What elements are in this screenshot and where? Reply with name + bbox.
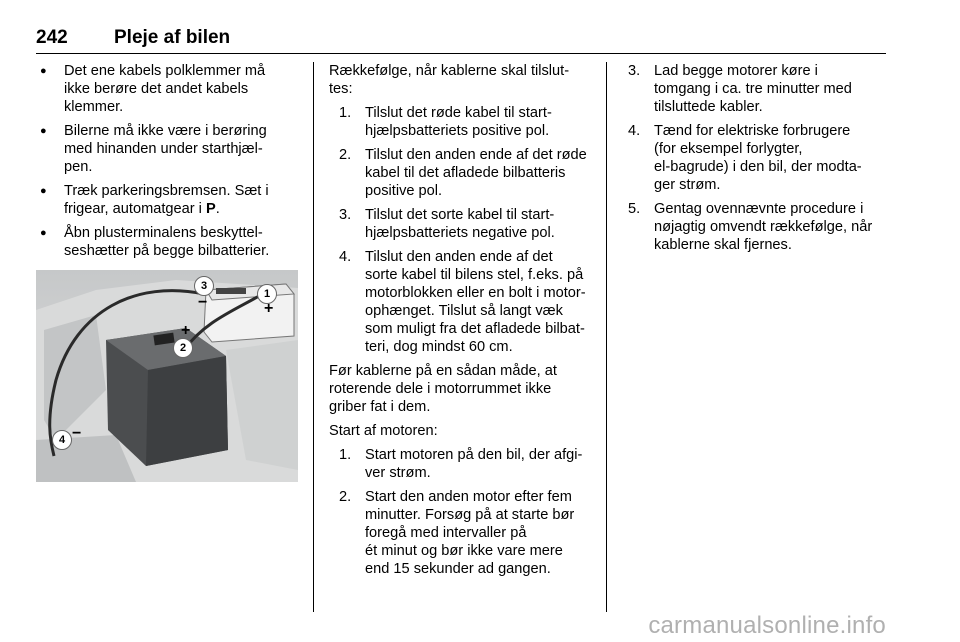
bullet-dot-icon: ● bbox=[40, 227, 47, 239]
plus-icon: + bbox=[264, 300, 274, 317]
list-item: 3. Tilslut det sorte kabel til start- hjælpsbatteriets negative pol. bbox=[339, 207, 555, 241]
list-item: 3. Lad begge motorer køre i tomgang i ca. tre minutter med tilsluttede kabler. bbox=[628, 63, 852, 115]
callout-3: 3 bbox=[194, 276, 214, 296]
section-title: Pleje af bilen bbox=[114, 27, 231, 48]
start-heading: Start af motoren: bbox=[329, 423, 438, 439]
engine-bay-drawing bbox=[36, 270, 298, 482]
column-2 bbox=[329, 62, 593, 584]
list-item: 2. Start den anden motor efter fem minutter. Forsøg på at starte bør foregå med intervaller på ét minut og bør ikke vare mere end 15 sekunder ad gangen. bbox=[339, 489, 575, 577]
list-item: 4. Tilslut den anden ende af det sorte kabel til bilens stel, f.eks. på motorblokken eller en bolt i motor- ophænget. Tilslut så langt væk som muligt fra det afladede bilbat- teri, dog mindst 60 cm. bbox=[339, 249, 586, 355]
column-divider-2 bbox=[606, 62, 607, 612]
list-item: 4. Tænd for elektriske forbrugere (for eksempel forlygter, el-bagrude) i den bil, der modta- ger strøm. bbox=[628, 123, 862, 193]
page-number: 242 bbox=[36, 27, 68, 48]
page-header bbox=[36, 27, 886, 53]
note-paragraph: Før kablerne på en sådan måde, at roterende dele i motorrummet ikke griber fat i dem. bbox=[329, 363, 557, 415]
bullet-dot-icon: ● bbox=[40, 125, 47, 137]
minus-icon: − bbox=[72, 425, 82, 442]
bullet-dot-icon: ● bbox=[40, 185, 47, 197]
bullet-item: ● Det ene kabels polklemmer må ikke berøre det andet kabels klemmer. bbox=[40, 63, 266, 115]
header-rule bbox=[36, 53, 886, 54]
column-3 bbox=[628, 62, 890, 260]
list-item: 1. Tilslut det røde kabel til start- hjælpsbatteriets positive pol. bbox=[339, 105, 552, 139]
callout-4: 4 bbox=[52, 430, 72, 450]
intro-paragraph: Rækkefølge, når kablerne skal tilslut- tes: bbox=[329, 63, 570, 97]
jump-start-illustration bbox=[36, 270, 298, 482]
minus-icon: − bbox=[198, 294, 208, 311]
list-item: 1. Start motoren på den bil, der afgi- ver strøm. bbox=[339, 447, 583, 481]
plus-icon: + bbox=[181, 322, 191, 339]
callout-1: 1 bbox=[257, 284, 277, 304]
column-divider-1 bbox=[313, 62, 314, 612]
gear-p: P bbox=[205, 201, 216, 217]
bullet-item: ● Åbn plusterminalens beskyttel- seshætter på begge bilbatterier. bbox=[40, 225, 270, 259]
column-1 bbox=[36, 62, 304, 266]
watermark: carmanualsonline.info bbox=[648, 612, 886, 639]
bullet-item: ● Bilerne må ikke være i berøring med hinanden under starthjæl- pen. bbox=[40, 123, 267, 175]
bullet-item: ● Træk parkeringsbremsen. Sæt i frigear, automatgear i P. bbox=[40, 183, 269, 217]
list-item: 2. Tilslut den anden ende af det røde kabel til det afladede bilbatteris positive pol. bbox=[339, 147, 587, 199]
list-item: 5. Gentag ovennævnte procedure i nøjagtig omvendt rækkefølge, når kablerne skal fjernes. bbox=[628, 201, 873, 253]
bullet-dot-icon: ● bbox=[40, 65, 47, 77]
callout-2: 2 bbox=[173, 338, 193, 358]
